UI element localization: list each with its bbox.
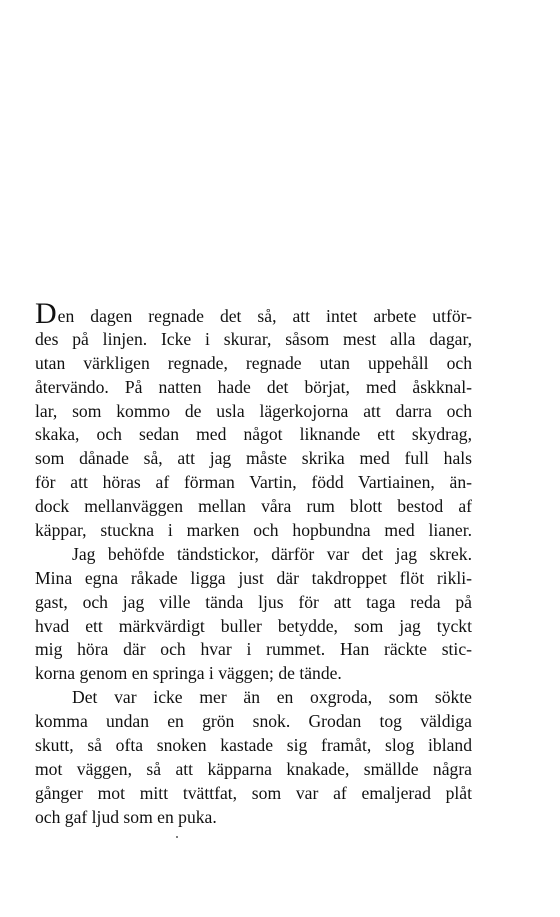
- drop-cap: D: [35, 297, 57, 330]
- print-speck: [176, 836, 178, 838]
- text-line: des på linjen. Icke i skurar, såsom mest alla dagar,: [35, 328, 472, 349]
- text-line: utan värkligen regnade, regnade utan uppehåll och: [35, 352, 472, 373]
- text-line: dock mellanväggen mellan våra rum blott bestod af: [35, 496, 472, 517]
- text-line: Det var icke mer än en oxgroda, som sökte: [72, 687, 472, 708]
- text-line: [35, 297, 472, 330]
- text-line: lar, som kommo de usla lägerkojorna att darra och: [35, 400, 472, 421]
- text-line: mig höra där och hvar i rummet. Han räckte stic-: [35, 639, 472, 660]
- text-line: Mina egna råkade ligga just där takdroppet flöt rikli-: [35, 567, 472, 588]
- text-line: komma undan en grön snok. Grodan tog väldiga: [35, 711, 472, 732]
- text-line: gånger mot mitt tvättfat, som var af emaljerad plåt: [35, 782, 472, 803]
- text-line: Jag behöfde tändstickor, därför var det jag skrek.: [72, 543, 472, 564]
- text-line: och gaf ljud som en puka.: [35, 806, 217, 827]
- text-line: käppar, stuckna i marken och hopbundna med lianer.: [35, 520, 472, 541]
- text-line: korna genom en springa i väggen; de tände.: [35, 663, 342, 684]
- text-line: hvad ett märkvärdigt buller betydde, som jag tyckt: [35, 615, 472, 636]
- text-line: återvändo. På natten hade det börjat, med åskknal-: [35, 376, 472, 397]
- text-line: mot väggen, så att käpparna knakade, smällde några: [35, 758, 472, 779]
- text-line: skaka, och sedan med något liknande ett skydrag,: [35, 424, 472, 445]
- text-line: skutt, så ofta snoken kastade sig framåt, slog ibland: [35, 735, 472, 756]
- text-line: gast, och jag ville tända ljus för att taga reda på: [35, 591, 472, 612]
- line-text: en dagen regnade det så, att intet arbete utför-: [57, 306, 472, 326]
- body-text: [35, 297, 472, 830]
- text-line: för att höras af förman Vartin, född Vartiainen, än-: [35, 472, 472, 493]
- text-line: som dånade så, att jag måste skrika med full hals: [35, 448, 472, 469]
